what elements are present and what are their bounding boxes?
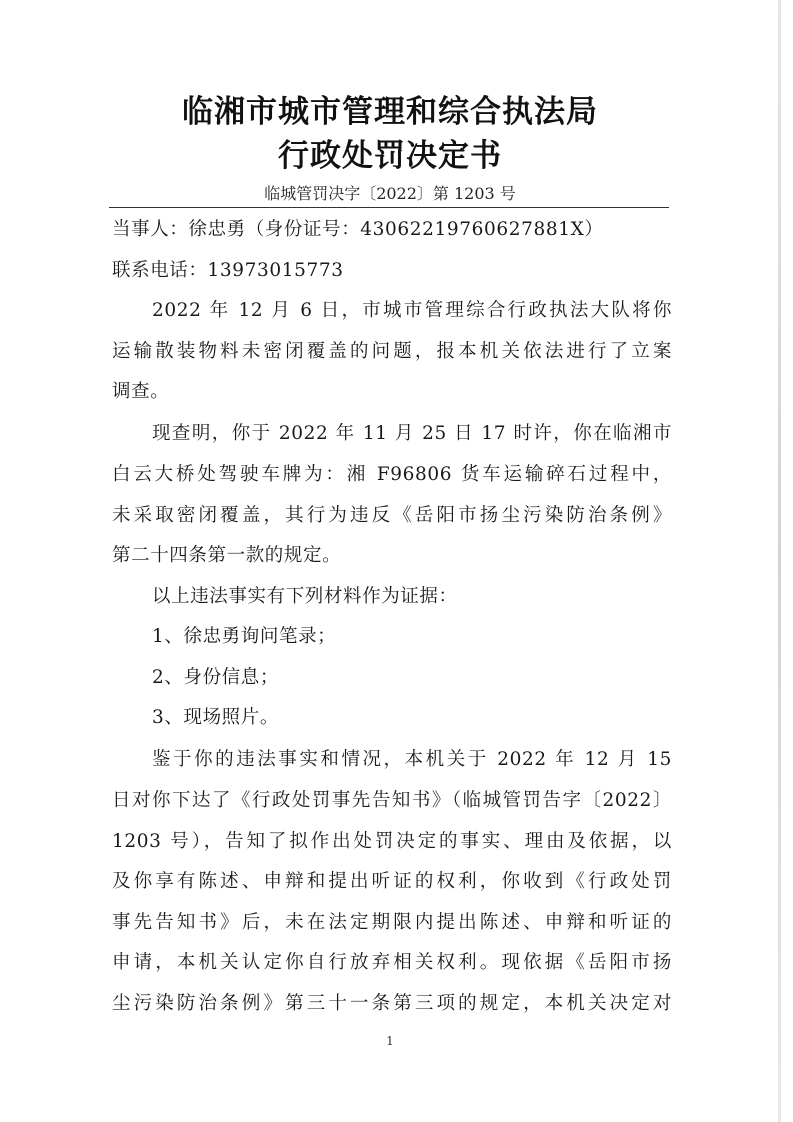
body-line: 事先告知书》后，未在法定期限内提出陈述、申辩和听证的 bbox=[112, 912, 672, 933]
page-number: 1 bbox=[386, 1034, 394, 1048]
evidence-item: 2、身份信息； bbox=[152, 667, 279, 688]
party-line: 当事人：徐忠勇（身份证号：43062219760627881X） bbox=[112, 219, 604, 240]
evidence-item: 3、现场照片。 bbox=[152, 707, 279, 728]
body-line: 现查明，你于 2022 年 11 月 25 日 17 时许，你在临湘市 bbox=[152, 423, 672, 444]
header-divider bbox=[109, 207, 669, 208]
body-line: 第二十四条第一款的规定。 bbox=[112, 545, 342, 566]
body-line: 尘污染防治条例》第三十一条第三项的规定，本机关决定对 bbox=[112, 993, 672, 1014]
body-line: 2022 年 12 月 6 日，市城市管理综合行政执法大队将你 bbox=[152, 300, 672, 321]
evidence-item: 1、徐忠勇询问笔录； bbox=[152, 626, 337, 647]
body-line: 鉴于你的违法事实和情况，本机关于 2022 年 12 月 15 bbox=[152, 749, 672, 770]
document-number: 临城管罚决字〔2022〕第 1203 号 bbox=[264, 184, 516, 203]
agency-title: 临湘市城市管理和综合执法局 bbox=[182, 94, 598, 130]
body-line: 申请，本机关认定你自行放弃相关权利。现依据《岳阳市扬 bbox=[112, 952, 672, 973]
evidence-heading: 以上违法事实有下列材料作为证据： bbox=[152, 586, 458, 607]
body-line: 1203 号），告知了拟作出处罚决定的事实、理由及依据，以 bbox=[112, 831, 672, 852]
document-type-title: 行政处罚决定书 bbox=[278, 138, 502, 174]
body-line: 日对你下达了《行政处罚事先告知书》（临城管罚告字〔2022〕 bbox=[112, 790, 672, 811]
phone-line: 联系电话：13973015773 bbox=[112, 260, 344, 281]
body-line: 及你享有陈述、申辩和提出听证的权利，你收到《行政处罚 bbox=[112, 871, 672, 892]
body-line: 运输散装物料未密闭覆盖的问题，报本机关依法进行了立案 bbox=[112, 341, 672, 362]
body-line: 调查。 bbox=[112, 381, 170, 402]
body-line: 白云大桥处驾驶车牌为：湘 F96806 货车运输碎石过程中， bbox=[112, 464, 672, 485]
body-line: 未采取密闭覆盖，其行为违反《岳阳市扬尘污染防治条例》 bbox=[112, 505, 672, 526]
